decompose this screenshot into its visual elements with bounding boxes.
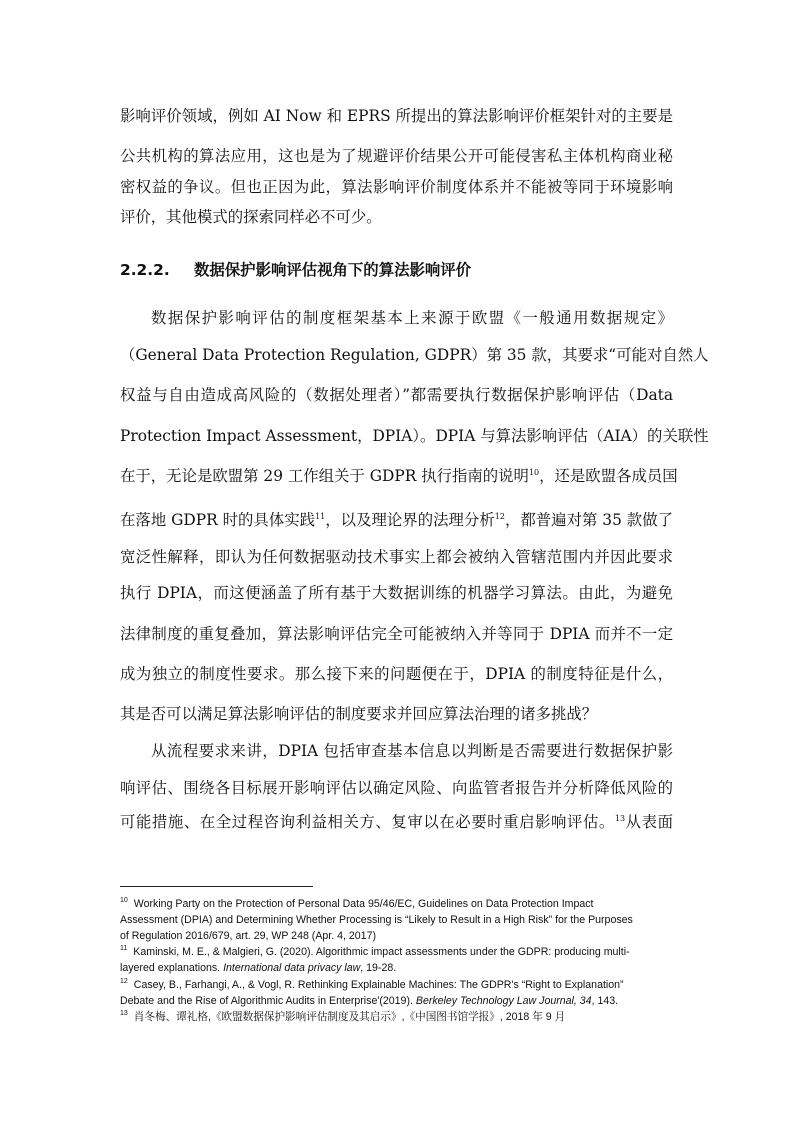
body-line: 法律制度的重复叠加，算法影响评估完全可能被纳入并等同于 DPIA 而并不一定 — [120, 625, 673, 643]
footnote-13: $^{13}$ 肖冬梅、谭礼格,《欧盟数据保护影响评估制度及其启示》,《中国图书馆学报》, 2018 年 9 月 — [120, 1010, 566, 1023]
body-line: 影响评价领域，例如 AI Now 和 EPRS 所提出的算法影响评价框架针对的主要是 — [120, 107, 673, 125]
section-number: 2.2.2. — [120, 261, 170, 279]
footnote-mark: 11 — [120, 945, 128, 953]
footnote-line: Assessment (DPIA) and Determining Whether Processing is “Likely to Result in a High Risk” for the Purposes — [120, 914, 633, 926]
body-line: 响评估、围绕各目标展开影响评估以确定风险、向监管者报告并分析降低风险的 — [120, 779, 673, 797]
body-line: 执行 DPIA，而这便涵盖了所有基于大数据训练的机器学习算法。由此，为避免 — [120, 584, 673, 602]
footnote-11: $^{11}$ Kaminski, M. E., & Malgieri, G. (2020). Algorithmic impact assessments under the GDPR: producing multi- — [120, 945, 630, 958]
footnote-line: Debate and the Rise of Algorithmic Audits in Enterprise'(2019). Berkeley Technology Law Journal, 34, 143. — [120, 995, 619, 1007]
footnote-mark: 12 — [120, 978, 128, 986]
body-line: 成为独立的制度性要求。那么接下来的问题便在于，DPIA 的制度特征是什么， — [120, 665, 673, 683]
body-line: （General Data Protection Regulation, GDPR）第 35 款，其要求“可能对自然人 — [120, 346, 709, 364]
footnote-ref-13[interactable]: 13 — [614, 813, 626, 823]
body-line: 从流程要求来讲，DPIA 包括审查基本信息以判断是否需要进行数据保护影 — [151, 742, 673, 760]
footnote-ref-12[interactable]: 12 — [494, 511, 505, 521]
body-line: 在落地 GDPR 时的具体实践$^{11}$，以及理论界的法理分析$^{12}$，都普遍对第 35 款做了 — [120, 511, 673, 529]
footnote-ref-11[interactable]: 11 — [315, 511, 326, 521]
footnote-divider — [120, 886, 313, 887]
body-line: 权益与自由造成高风险的（数据处理者）”都需要执行数据保护影响评估（Data — [120, 386, 673, 404]
body-line: 评价，其他模式的探索同样必不可少。 — [120, 208, 382, 226]
footnote-mark: 13 — [120, 1010, 128, 1018]
body-line: 数据保护影响评估的制度框架基本上来源于欧盟《一般通用数据规定》 — [151, 309, 673, 327]
body-line: 在于，无论是欧盟第 29 工作组关于 GDPR 执行指南的说明$^{10}$，还是欧盟各成员国 — [120, 467, 678, 485]
body-line: 公共机构的算法应用，这也是为了规避评价结果公开可能侵害私主体机构商业秘 — [120, 147, 673, 165]
section-heading — [120, 258, 471, 280]
body-line: 可能措施、在全过程咨询利益相关方、复审以在必要时重启影响评估。$^{13}$从表面 — [120, 813, 673, 831]
body-line: Protection Impact Assessment，DPIA）。DPIA 与算法影响评估（AIA）的关联性 — [120, 427, 709, 445]
footnote-line: layered explanations. International data privacy law, 19-28. — [120, 962, 397, 974]
body-line: 其是否可以满足算法影响评估的制度要求并回应算法治理的诸多挑战？ — [120, 705, 598, 723]
footnote-mark: 10 — [120, 897, 128, 905]
footnote-ref-10[interactable]: 10 — [528, 467, 540, 477]
footnote-10: $^{10}$ Working Party on the Protection of Personal Data 95/46/EC, Guidelines on Data Protection Impact — [120, 897, 594, 910]
footnote-12: $^{12}$ Casey, B., Farhangi, A., & Vogl, R. Rethinking Explainable Machines: The GDPR's “Right to Explanation” — [120, 978, 624, 991]
section-title: 数据保护影响评估视角下的算法影响评价 — [194, 261, 472, 279]
footnote-line: of Regulation 2016/679, art. 29, WP 248 (Apr. 4, 2017) — [120, 930, 376, 942]
body-line: 宽泛性解释，即认为任何数据驱动技术事实上都会被纳入管辖范围内并因此要求 — [120, 548, 673, 566]
body-line: 密权益的争议。但也正因为此，算法影响评价制度体系并不能被等同于环境影响 — [120, 178, 673, 196]
